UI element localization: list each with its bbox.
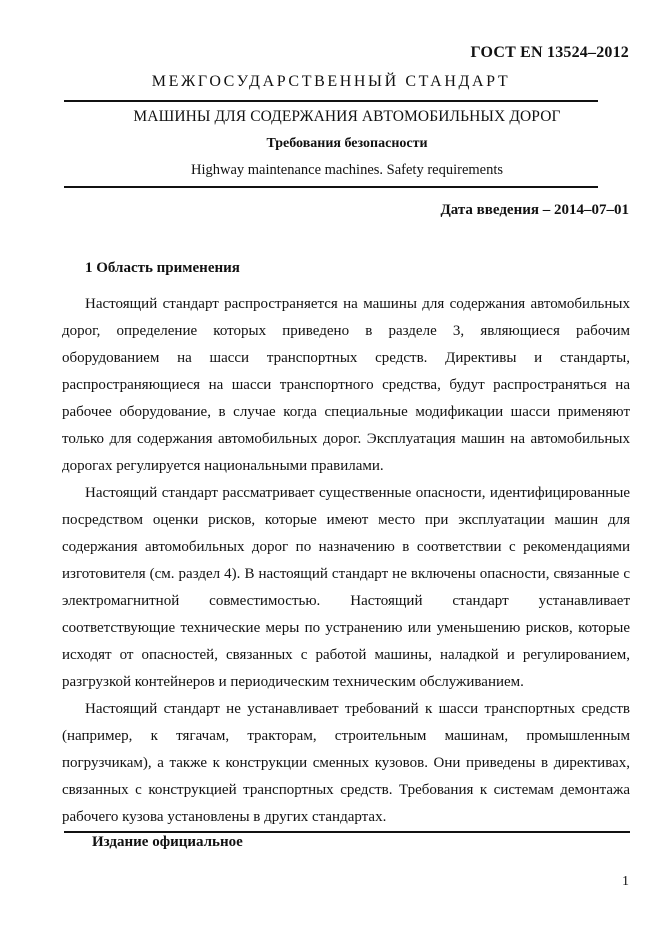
subtitle-russian: Требования безопасности [266, 136, 428, 151]
official-edition-label: Издание официальное [92, 834, 243, 850]
page-number: 1 [622, 874, 629, 889]
paragraph: Настоящий стандарт рассматривает существенные опасности, идентифицированные посредством оценки рисков, которые имеют место при эксплуатации машин для содержания автомобильных дорог по назначению в соответствии с рекомендациями изготовителя (см. раздел 4). В настоящий стандарт не включены опасности, связанные с электромагнитной совместимостью. Настоящий стандарт устанавливает соответствующие технические меры по устранению или уменьшению рисков, которые исходят от опасностей, связанных с работой машины, наладкой и регулированием, разгрузкой контейнеров и периодическим техническим обслуживанием. [62, 485, 630, 690]
title-divider [64, 186, 598, 188]
introduction-date: Дата введения – 2014–07–01 [440, 202, 629, 218]
paragraph: Настоящий стандарт распространяется на машины для содержания автомобильных дорог, определение которых приведено в разделе 3, являющиеся рабочим оборудованием на шасси транспортных средств. Директивы и стандарты, распространяющиеся на шасси транспортного средства, будут распространяться на рабочее оборудование, в случае когда специальные модификации шасси применяют только для содержания автомобильных дорог. Эксплуатация машин на автомобильных дорогах регулируется национальными правилами. [62, 296, 630, 474]
top-divider [64, 100, 598, 102]
paragraph: Настоящий стандарт не устанавливает требований к шасси транспортных средств (например, к тягачам, тракторам, строительным машинам, промышленным погрузчикам), а также к конструкции сменных кузовов. Они приведены в директивах, связанных с конструкцией транспортных средств. Требования к системам демонтажа рабочего кузова установлены в других стандартах. [62, 701, 630, 825]
section-heading: 1 Область применения [85, 260, 240, 276]
section-body [62, 291, 630, 831]
document-title: МАШИНЫ ДЛЯ СОДЕРЖАНИЯ АВТОМОБИЛЬНЫХ ДОРОГ [133, 108, 561, 125]
gost-code: ГОСТ EN 13524–2012 [470, 44, 629, 61]
interstate-standard-label: МЕЖГОСУДАРСТВЕННЫЙ СТАНДАРТ [151, 73, 511, 90]
footer-divider [64, 831, 630, 833]
subtitle-english: Highway maintenance machines. Safety requirements [190, 162, 504, 178]
